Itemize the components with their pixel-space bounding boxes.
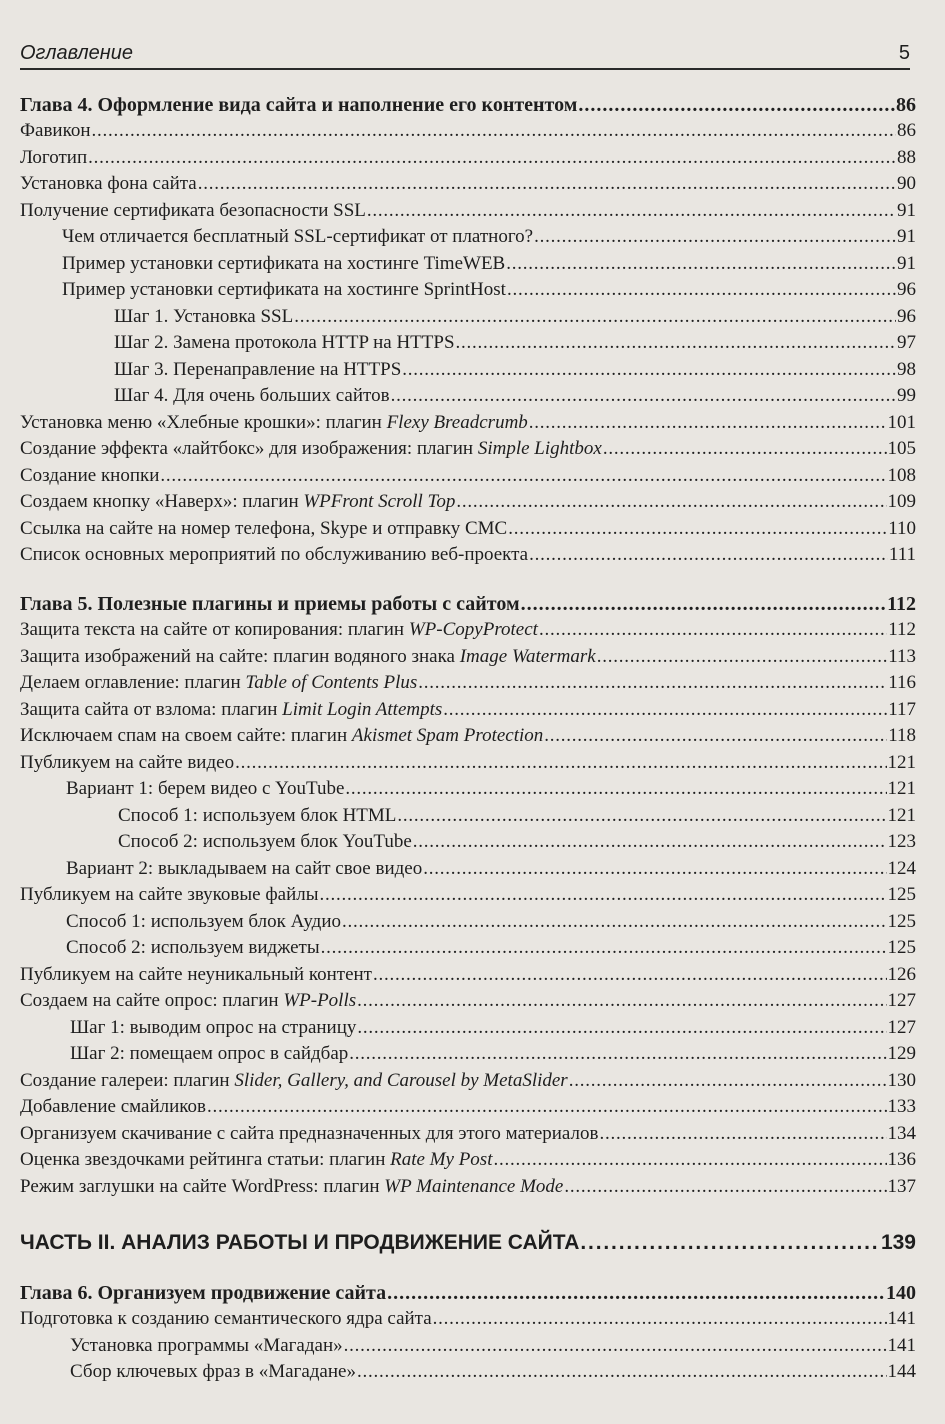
toc-entry [20, 489, 916, 515]
toc-entry [20, 1041, 916, 1067]
toc-entry-plugin-name: Simple Lightbox [477, 438, 602, 459]
dot-leader [402, 357, 896, 383]
toc-page-number: 123 [887, 831, 916, 852]
dot-leader [521, 591, 887, 617]
toc-chapter-entry [20, 1280, 916, 1306]
toc-entry-text: Пример установки сертификата на хостинге TimeWEB [62, 253, 506, 274]
toc-entry [20, 776, 916, 802]
toc-page-number: 86 [897, 120, 916, 141]
toc-page-number: 129 [887, 1043, 916, 1064]
dot-leader [294, 304, 896, 330]
dot-leader [160, 463, 886, 489]
toc-entry-text: Глава 5. Полезные плагины и приемы работы с сайтом [20, 593, 520, 615]
toc-entry-plugin-name: Table of Contents Plus [245, 672, 418, 693]
toc-chapter-entry [20, 591, 916, 617]
toc-entry [20, 118, 916, 144]
dot-leader [207, 1094, 886, 1120]
toc-page-number: 110 [888, 518, 916, 539]
toc-chapter-entry [20, 92, 916, 118]
toc-page-number: 121 [887, 752, 916, 773]
toc-entry-title [20, 1094, 206, 1120]
toc-entry-text: Делаем оглавление: плагин [20, 672, 246, 693]
toc-entry-title [118, 803, 396, 829]
toc-page-number: 144 [887, 1361, 916, 1382]
toc-entry-plugin-name: Slider, Gallery, and Carousel by MetaSlider [234, 1070, 568, 1091]
toc-entry-title [62, 277, 506, 303]
toc-entry-text: Добавление смайликов [20, 1096, 207, 1117]
dot-leader [529, 542, 888, 568]
toc-entry-title [114, 357, 401, 383]
toc-entry [20, 251, 916, 277]
toc-page-number: 130 [887, 1070, 916, 1091]
toc-part-entry [20, 1230, 916, 1256]
toc-page-number: 127 [887, 1017, 916, 1038]
toc-entry-title [20, 1121, 598, 1147]
toc-entry [20, 304, 916, 330]
toc-page-number: 91 [897, 253, 916, 274]
toc-entry [20, 171, 916, 197]
toc-page-number: 97 [897, 332, 916, 353]
toc-page-number: 109 [887, 491, 916, 512]
toc-entry [20, 198, 916, 224]
toc-entry-title [114, 330, 455, 356]
toc-entry [20, 1359, 916, 1385]
toc-entry-title [20, 118, 91, 144]
toc-entry-title [20, 750, 234, 776]
toc-entry-title [20, 516, 507, 542]
toc-entry-title [66, 856, 422, 882]
toc-entry-title [20, 542, 528, 568]
dot-leader [603, 436, 887, 462]
toc-entry [20, 935, 916, 961]
toc-entry-title [20, 962, 372, 988]
dot-leader [539, 617, 887, 643]
toc-entry-text: Публикуем на сайте видео [20, 752, 235, 773]
toc-entry-title [20, 1147, 492, 1173]
toc-entry [20, 988, 916, 1014]
dot-leader [534, 224, 896, 250]
page-number: 5 [898, 42, 910, 64]
toc-entry [20, 1333, 916, 1359]
toc-entry-title [20, 1280, 386, 1306]
toc-entry [20, 617, 916, 643]
dot-leader [373, 962, 887, 988]
toc-entry-text: Установка программы «Магадан» [70, 1335, 343, 1356]
toc-entry-title [20, 92, 577, 118]
toc-entry-title [20, 591, 520, 617]
toc-page-number: 86 [896, 94, 916, 116]
toc-entry-title [20, 882, 319, 908]
toc-entry-title [20, 145, 87, 171]
toc-entry-text: Сбор ключевых фраз в «Магадане» [70, 1361, 356, 1382]
toc-entry-text: Способ 1: используем блок Аудио [66, 911, 341, 932]
dot-leader [391, 383, 896, 409]
dot-leader [456, 330, 896, 356]
dot-leader [580, 1230, 880, 1256]
toc-page-number: 118 [888, 725, 916, 746]
toc-page-number: 125 [887, 884, 916, 905]
toc-entry-text: Шаг 1: выводим опрос на страницу [70, 1017, 357, 1038]
toc-entry-title [70, 1359, 356, 1385]
toc-entry-text: Способ 1: используем блок HTML [118, 805, 397, 826]
toc-entry-title [20, 723, 543, 749]
toc-page-number: 112 [887, 593, 916, 615]
toc-page-number: 133 [887, 1096, 916, 1117]
toc-entry-text: Список основных мероприятий по обслуживанию веб-проекта [20, 544, 529, 565]
toc-entry-text: Защита сайта от взлома: плагин [20, 699, 283, 720]
toc-entry-plugin-name: Flexy Breadcrumb [386, 412, 528, 433]
toc-page-number: 105 [887, 438, 916, 459]
dot-leader [342, 909, 887, 935]
toc-page-number: 126 [887, 964, 916, 985]
toc-entry-text: Глава 6. Организуем продвижение сайта [20, 1282, 387, 1304]
toc-entry-text: Шаг 4. Для очень больших сайтов [114, 385, 390, 406]
toc-entry [20, 1068, 916, 1094]
dot-leader [320, 882, 887, 908]
dot-leader [349, 1041, 886, 1067]
toc-entry [20, 1147, 916, 1173]
toc-page-number: 116 [888, 672, 916, 693]
toc-entry-title [66, 909, 341, 935]
dot-leader [599, 1121, 886, 1147]
toc-entry-text: Шаг 2. Замена протокола HTTP на HTTPS [114, 332, 455, 353]
dot-leader [88, 145, 896, 171]
toc-page-number: 112 [888, 619, 916, 640]
header-divider [20, 68, 910, 70]
toc-entry-title [20, 697, 442, 723]
dot-leader [235, 750, 886, 776]
toc-entry [20, 436, 916, 462]
toc-entry-title [20, 489, 455, 515]
toc-entry-title [20, 1068, 568, 1094]
toc-entry-text: Вариант 2: выкладываем на сайт свое видео [66, 858, 423, 879]
toc-entry [20, 697, 916, 723]
toc-entry-text: Установка фона сайта [20, 173, 197, 194]
toc-entry-title [20, 410, 528, 436]
toc-entry [20, 1094, 916, 1120]
toc-entry-text: Ссылка на сайте на номер телефона, Skype и отправку СМС [20, 518, 508, 539]
toc-entry [20, 357, 916, 383]
dot-leader [413, 829, 887, 855]
toc-page-number: 139 [880, 1231, 916, 1254]
toc-entry-title [66, 935, 320, 961]
toc-entry-title [20, 1174, 563, 1200]
toc-entry [20, 962, 916, 988]
toc-page-number: 134 [887, 1123, 916, 1144]
toc-entry-text: ЧАСТЬ II. АНАЛИЗ РАБОТЫ И ПРОДВИЖЕНИЕ САЙТА [20, 1231, 580, 1254]
toc-entry-text: Создание кнопки [20, 465, 160, 486]
toc-entry [20, 856, 916, 882]
toc-page-number: 108 [887, 465, 916, 486]
header-title: Оглавление [20, 42, 134, 64]
dot-leader [397, 803, 886, 829]
toc-entry [20, 1015, 916, 1041]
toc-entry-title [66, 776, 344, 802]
dot-leader [443, 697, 887, 723]
dot-leader [569, 1068, 887, 1094]
toc-page-number: 90 [897, 173, 916, 194]
toc-entry-plugin-name: Akismet Spam Protection [351, 725, 544, 746]
toc-entry-title [118, 829, 412, 855]
dot-leader [423, 856, 886, 882]
toc-entry-plugin-name: WP-CopyProtect [408, 619, 538, 640]
toc-entry-text: Создание галереи: плагин [20, 1070, 235, 1091]
toc-entry-text: Защита изображений на сайте: плагин водяного знака [20, 646, 460, 667]
toc-entry-text: Получение сертификата безопасности SSL [20, 200, 366, 221]
toc-entry-text: Способ 2: используем блок YouTube [118, 831, 412, 852]
toc-page-number: 96 [897, 306, 916, 327]
toc-page-number: 117 [888, 699, 916, 720]
toc-entry-text: Организуем скачивание с сайта предназначенных для этого материалов [20, 1123, 599, 1144]
toc-entry-text: Фавикон [20, 120, 91, 141]
dot-leader [92, 118, 896, 144]
dot-leader [345, 776, 886, 802]
toc-page-number: 141 [887, 1335, 916, 1356]
toc-entry-text: Шаг 2: помещаем опрос в сайдбар [70, 1043, 349, 1064]
dot-leader [597, 644, 888, 670]
dot-leader [344, 1333, 887, 1359]
toc-entry [20, 330, 916, 356]
dot-leader [321, 935, 887, 961]
dot-leader [507, 277, 896, 303]
toc-entry [20, 383, 916, 409]
toc-entry-title [20, 1230, 579, 1256]
dot-leader [544, 723, 887, 749]
toc-page-number: 88 [897, 147, 916, 168]
toc-entry-text: Вариант 1: берем видео с YouTube [66, 778, 345, 799]
toc-entry-text: Оценка звездочками рейтинга статьи: плагин [20, 1149, 391, 1170]
toc-entry-plugin-name: Rate My Post [390, 1149, 493, 1170]
toc-entry [20, 1174, 916, 1200]
toc-entry-text: Шаг 1. Установка SSL [114, 306, 294, 327]
toc-entry-title [70, 1333, 343, 1359]
toc-entry-title [20, 644, 596, 670]
toc-entry-title [20, 1306, 432, 1332]
toc-page-number: 113 [888, 646, 916, 667]
toc-page-number: 121 [887, 778, 916, 799]
toc-entry-title [20, 988, 356, 1014]
toc-entry [20, 829, 916, 855]
toc-page-number: 101 [887, 412, 916, 433]
toc-entry [20, 277, 916, 303]
toc-entry-plugin-name: Limit Login Attempts [282, 699, 443, 720]
toc-page-number: 136 [887, 1149, 916, 1170]
toc-page-number: 121 [887, 805, 916, 826]
toc-entry-text: Чем отличается бесплатный SSL-сертификат от платного? [62, 226, 534, 247]
toc-entry [20, 670, 916, 696]
toc-entry-title [62, 224, 533, 250]
toc-entry-title [20, 436, 602, 462]
toc-page-number: 141 [887, 1308, 916, 1329]
toc-entry [20, 750, 916, 776]
toc-entry-title [20, 198, 366, 224]
toc-entry-plugin-name: WP-Polls [283, 990, 357, 1011]
toc-entry-text: Создаем на сайте опрос: плагин [20, 990, 284, 1011]
dot-leader [387, 1280, 885, 1306]
dot-leader [198, 171, 896, 197]
dot-leader [564, 1174, 886, 1200]
dot-leader [529, 410, 887, 436]
toc-entry [20, 882, 916, 908]
dot-leader [578, 92, 895, 118]
dot-leader [506, 251, 896, 277]
toc-entry-text: Публикуем на сайте звуковые файлы [20, 884, 319, 905]
toc-entry [20, 723, 916, 749]
toc-page-number: 140 [886, 1282, 916, 1304]
toc-page-number: 99 [897, 385, 916, 406]
toc-entry-title [20, 670, 417, 696]
toc-entry [20, 542, 916, 568]
toc-entry [20, 1306, 916, 1332]
toc-entry-text: Шаг 3. Перенаправление на HTTPS [114, 359, 402, 380]
toc-entry-title [114, 383, 390, 409]
toc-entry-text: Подготовка к созданию семантического ядра сайта [20, 1308, 432, 1329]
dot-leader [456, 489, 886, 515]
toc-entry [20, 463, 916, 489]
toc-entry-text: Исключаем спам на своем сайте: плагин [20, 725, 352, 746]
toc-page-number: 137 [887, 1176, 916, 1197]
toc-entry [20, 644, 916, 670]
toc-entry-text: Установка меню «Хлебные крошки»: плагин [20, 412, 387, 433]
dot-leader [433, 1306, 887, 1332]
toc-entry [20, 1121, 916, 1147]
toc-entry-text: Защита текста на сайте от копирования: плагин [20, 619, 409, 640]
toc-page-number: 91 [897, 226, 916, 247]
toc-entry-text: Режим заглушки на сайте WordPress: плагин [20, 1176, 385, 1197]
toc-entry-title [114, 304, 293, 330]
toc-page-number: 96 [897, 279, 916, 300]
dot-leader [493, 1147, 886, 1173]
toc-entry [20, 516, 916, 542]
dot-leader [357, 1359, 887, 1385]
toc-entry-plugin-name: Image Watermark [459, 646, 596, 667]
dot-leader [357, 1015, 886, 1041]
dot-leader [508, 516, 887, 542]
toc-page-number: 124 [887, 858, 916, 879]
toc-entry-text: Пример установки сертификата на хостинге SprintHost [62, 279, 506, 300]
toc-entry [20, 410, 916, 436]
toc-entry-title [62, 251, 505, 277]
toc-entry-text: Логотип [20, 147, 88, 168]
toc-entry-text: Создаем кнопку «Наверх»: плагин [20, 491, 304, 512]
toc-page-number: 127 [887, 990, 916, 1011]
toc-entry [20, 224, 916, 250]
toc-page-number: 98 [897, 359, 916, 380]
running-header [20, 42, 910, 68]
toc-page-number: 125 [887, 937, 916, 958]
toc-entry-title [20, 463, 159, 489]
toc-entry-title [70, 1015, 356, 1041]
toc-page-number: 125 [887, 911, 916, 932]
toc-entry [20, 803, 916, 829]
toc-entry-title [20, 617, 538, 643]
toc-page-number: 111 [888, 544, 916, 565]
dot-leader [418, 670, 887, 696]
dot-leader [367, 198, 896, 224]
dot-leader [357, 988, 886, 1014]
toc-entry-text: Способ 2: используем виджеты [66, 937, 320, 958]
toc-entry [20, 145, 916, 171]
toc-entry-title [70, 1041, 348, 1067]
toc-entry-text: Создание эффекта «лайтбокс» для изображения: плагин [20, 438, 478, 459]
toc-entry-plugin-name: WP Maintenance Mode [384, 1176, 564, 1197]
toc-entry-text: Глава 4. Оформление вида сайта и наполнение его контентом [20, 94, 578, 116]
toc-entry-text: Публикуем на сайте неуникальный контент [20, 964, 372, 985]
toc-entry-title [20, 171, 197, 197]
toc-entry-plugin-name: WPFront Scroll Top [303, 491, 456, 512]
toc-entry [20, 909, 916, 935]
toc-page-number: 91 [897, 200, 916, 221]
